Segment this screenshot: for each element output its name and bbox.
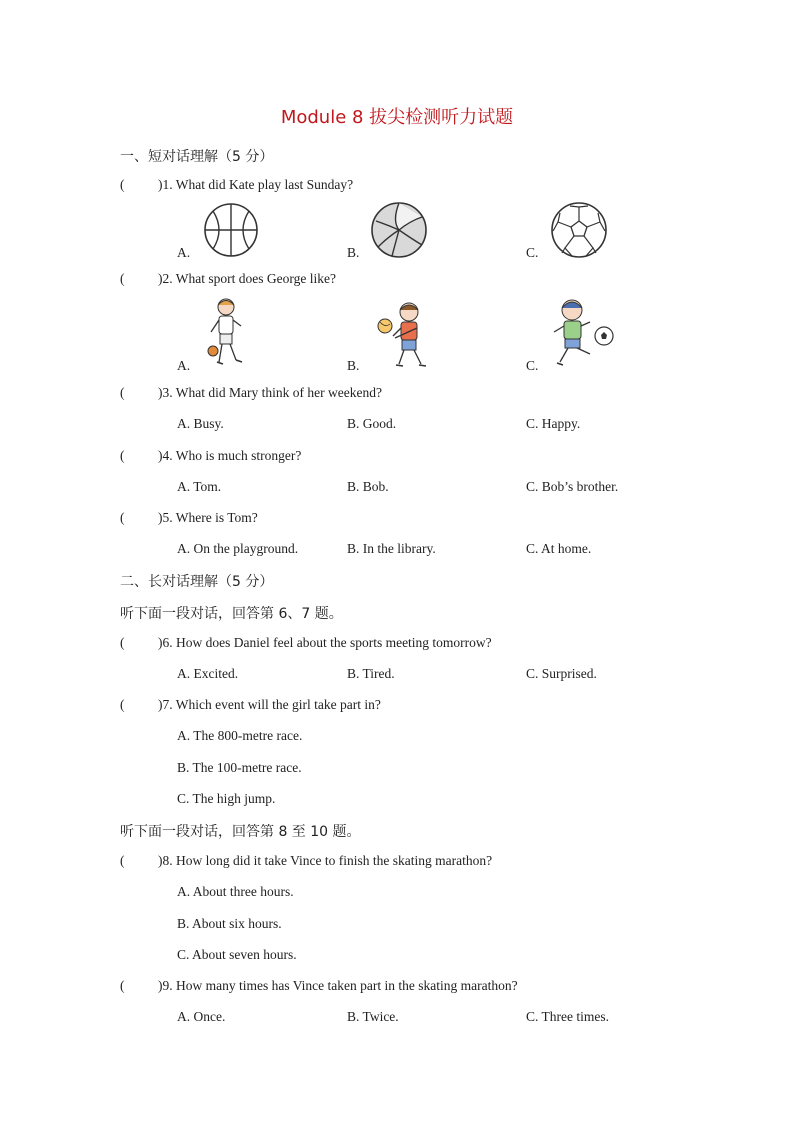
q5-option-b[interactable]: B. In the library. [347,541,436,556]
question-8: ( )8. How long did it take Vince to finish the skating marathon? [120,853,493,868]
boy-basketball-icon [203,296,249,372]
answer-blank[interactable]: ( [120,635,125,650]
question-1: ( )1. What did Kate play last Sunday? [120,177,354,192]
q4-option-a[interactable]: A. Tom. [177,479,222,494]
q6-option-c[interactable]: C. Surprised. [526,666,597,681]
boy-volleyball-icon [375,298,431,372]
q1-option-a[interactable]: A. [177,245,191,260]
q1-option-b[interactable]: B. [347,245,360,260]
q3-option-b[interactable]: B. Good. [347,416,397,431]
q6-option-b[interactable]: B. Tired. [347,666,395,681]
answer-blank[interactable]: ( [120,510,125,525]
question-6: ( )6. How does Daniel feel about the sports meeting tomorrow? [120,635,492,650]
section2-instruction-1: 听下面一段对话，回答第 6、7 题。 [120,606,343,622]
question-2: ( )2. What sport does George like? [120,271,336,286]
q5-option-c[interactable]: C. At home. [526,541,592,556]
soccer-ball-icon [550,201,608,259]
q2-option-c[interactable]: C. [526,358,539,373]
answer-blank[interactable]: ( [120,853,125,868]
answer-blank[interactable]: ( [120,177,125,192]
basketball-icon [203,202,259,258]
q8-option-a[interactable]: A. About three hours. [177,884,294,899]
volleyball-icon [370,201,428,259]
q8-option-c[interactable]: C. About seven hours. [177,947,297,962]
answer-blank[interactable]: ( [120,448,125,463]
question-5: ( )5. Where is Tom? [120,510,258,525]
q2-option-a[interactable]: A. [177,358,191,373]
answer-blank[interactable]: ( [120,385,125,400]
q3-option-a[interactable]: A. Busy. [177,416,224,431]
q4-option-b[interactable]: B. Bob. [347,479,389,494]
section2-instruction-2: 听下面一段对话，回答第 8 至 10 题。 [120,824,361,840]
q6-option-a[interactable]: A. Excited. [177,666,239,681]
question-4: ( )4. Who is much stronger? [120,448,302,463]
answer-blank[interactable]: ( [120,978,125,993]
q4-option-c[interactable]: C. Bob’s brother. [526,479,619,494]
section1-heading: 一、短对话理解（5 分） [120,149,274,165]
q2-option-b[interactable]: B. [347,358,360,373]
q9-option-c[interactable]: C. Three times. [526,1009,609,1024]
q9-option-a[interactable]: A. Once. [177,1009,226,1024]
section2-heading: 二、长对话理解（5 分） [120,574,274,590]
question-9: ( )9. How many times has Vince taken part in the skating marathon? [120,978,518,993]
q5-option-a[interactable]: A. On the playground. [177,541,299,556]
q3-option-c[interactable]: C. Happy. [526,416,581,431]
page-title: Module 8 拔尖检测听力试题 [280,107,514,128]
q7-option-b[interactable]: B. The 100-metre race. [177,760,302,775]
q9-option-b[interactable]: B. Twice. [347,1009,399,1024]
question-3: ( )3. What did Mary think of her weekend? [120,385,382,400]
boy-football-icon [548,296,616,372]
q1-option-c[interactable]: C. [526,245,539,260]
question-7: ( )7. Which event will the girl take part in? [120,697,381,712]
q8-option-b[interactable]: B. About six hours. [177,916,282,931]
answer-blank[interactable]: ( [120,697,125,712]
q7-option-a[interactable]: A. The 800-metre race. [177,728,303,743]
answer-blank[interactable]: ( [120,271,125,286]
q7-option-c[interactable]: C. The high jump. [177,791,276,806]
